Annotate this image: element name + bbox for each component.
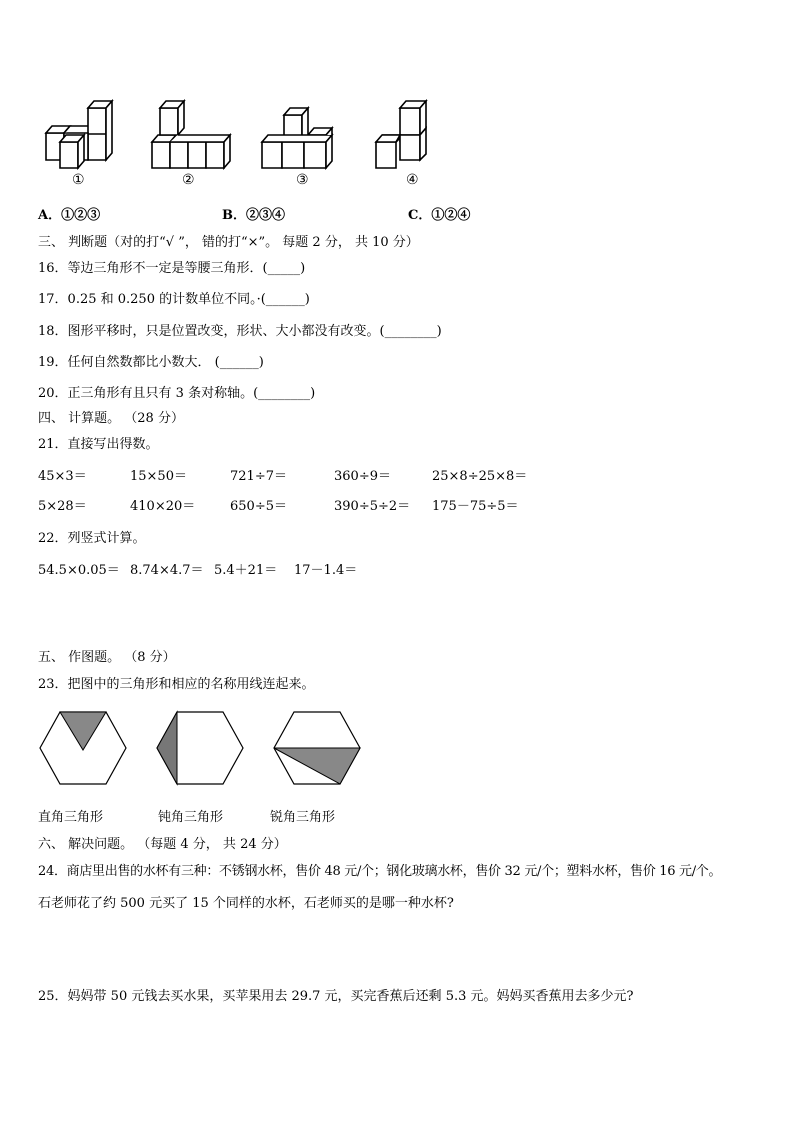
q22-item-2: 8.74×4.7＝ bbox=[130, 563, 204, 578]
choice-b[interactable]: B．②③④ bbox=[222, 208, 285, 223]
q21-r1-c5: 25×8÷25×8＝ bbox=[432, 469, 528, 484]
hexagon-figure-2 bbox=[155, 710, 245, 788]
q21-r2-c3: 650÷5＝ bbox=[230, 499, 287, 514]
q17: 17．0.25 和 0.250 的计数单位不同。·(______) bbox=[38, 292, 310, 307]
q21-r1-c4: 360÷9＝ bbox=[334, 469, 391, 484]
hexagon-figure-3 bbox=[272, 710, 362, 788]
cube-label-1: ① bbox=[72, 172, 85, 188]
q24-line2: 石老师花了约 500 元买了 15 个同样的水杯，石老师买的是哪一种水杯? bbox=[38, 896, 454, 911]
cube-figure-1 bbox=[40, 98, 130, 168]
q23-title: 23．把图中的三角形和相应的名称用线连起来。 bbox=[38, 677, 315, 692]
q21-r2-c2: 410×20＝ bbox=[130, 499, 196, 514]
q21-title: 21．直接写出得数。 bbox=[38, 437, 159, 452]
q22-title: 22．列竖式计算。 bbox=[38, 531, 146, 546]
name-acute-triangle: 锐角三角形 bbox=[270, 810, 336, 825]
q24-line1: 24．商店里出售的水杯有三种：不锈钢水杯，售价 48 元/个；钢化玻璃水杯，售价 32 元/个；塑料水杯，售价 16 元/个。 bbox=[38, 864, 722, 879]
cube-figure-2 bbox=[150, 98, 240, 168]
cube-figure-4 bbox=[372, 98, 462, 168]
q21-r1-c2: 15×50＝ bbox=[130, 469, 187, 484]
q22-item-1: 54.5×0.05＝ bbox=[38, 563, 120, 578]
name-right-triangle: 直角三角形 bbox=[38, 810, 104, 825]
cube-label-2: ② bbox=[182, 172, 195, 188]
q18: 18．图形平移时，只是位置改变，形状、大小都没有改变。(________) bbox=[38, 324, 442, 339]
q22-item-3: 5.4＋21＝ bbox=[214, 563, 278, 578]
q22-item-4: 17－1.4＝ bbox=[294, 563, 358, 578]
cube-figure-3 bbox=[260, 98, 360, 168]
q21-r2-c5: 175－75÷5＝ bbox=[432, 499, 519, 514]
q16: 16．等边三角形不一定是等腰三角形．(_____) bbox=[38, 261, 306, 276]
choice-a[interactable]: A．①②③ bbox=[38, 208, 101, 223]
cube-label-4: ④ bbox=[406, 172, 419, 188]
q25: 25．妈妈带 50 元钱去买水果，买苹果用去 29.7 元，买完香蕉后还剩 5.3 元。妈妈买香蕉用去多少元? bbox=[38, 989, 634, 1004]
hexagon-figure-1 bbox=[38, 710, 128, 788]
q21-r1-c3: 721÷7＝ bbox=[230, 469, 287, 484]
section4-heading: 四、 计算题。 （28 分） bbox=[38, 411, 184, 426]
section6-heading: 六、 解决问题。 （每题 4 分， 共 24 分） bbox=[38, 837, 287, 852]
q21-r2-c4: 390÷5÷2＝ bbox=[334, 499, 411, 514]
choice-c[interactable]: C．①②④ bbox=[408, 208, 471, 223]
name-obtuse-triangle: 钝角三角形 bbox=[158, 810, 224, 825]
section5-heading: 五、 作图题。 （8 分） bbox=[38, 650, 176, 665]
q21-r1-c1: 45×3＝ bbox=[38, 469, 87, 484]
q20: 20．正三角形有且只有 3 条对称轴。(________) bbox=[38, 386, 316, 401]
q19: 19．任何自然数都比小数大． (______) bbox=[38, 355, 264, 370]
section3-heading: 三、 判断题（对的打“√ ”， 错的打“×”。 每题 2 分， 共 10 分） bbox=[38, 235, 419, 250]
q21-r2-c1: 5×28＝ bbox=[38, 499, 87, 514]
cube-label-3: ③ bbox=[296, 172, 309, 188]
